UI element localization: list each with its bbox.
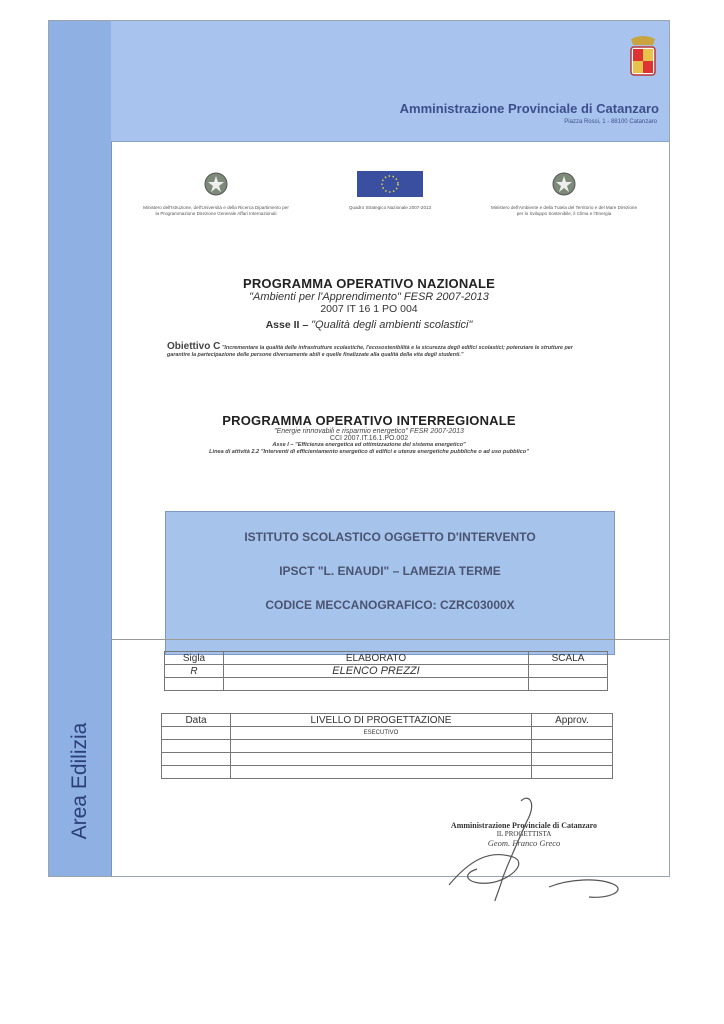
logo-ministero-caption: Ministero dell'Ambiente e della Tutela del Territorio e del Mare Direzione per lo Sviluppo Sostenibile, il Clima e l'Energia xyxy=(490,205,638,216)
table-cell xyxy=(532,753,613,766)
poin-section xyxy=(159,413,579,456)
table-header-cell: Approv. xyxy=(532,714,613,727)
signature-line3: Geom. Franco Greco xyxy=(487,838,561,848)
table-cell xyxy=(532,727,613,740)
table-cell xyxy=(231,766,532,779)
eu-flag-icon xyxy=(357,171,423,197)
table-cell xyxy=(529,678,608,691)
table-cell xyxy=(165,678,224,691)
table-cell: ESECUTIVO xyxy=(231,727,532,740)
document-page xyxy=(48,20,670,877)
table-cell xyxy=(162,753,231,766)
table-cell xyxy=(162,740,231,753)
table-row xyxy=(162,753,613,766)
province-crest-icon xyxy=(625,35,661,79)
table-row xyxy=(165,665,608,678)
table-header-cell: Sigla xyxy=(165,652,224,665)
poin-line: Linea di attività 2.2 "Interventi di efficientamento energetico di edifici e utenze energetiche pubbliche o ad uso pubblico" xyxy=(209,449,529,455)
pon-axis xyxy=(159,315,579,333)
logo-eu-caption: Quadro Strategico Nazionale 2007-2013 xyxy=(348,205,432,210)
pon-title: PROGRAMMA OPERATIVO NAZIONALE xyxy=(242,276,496,291)
school-code: CODICE MECCANOGRAFICO: CZRC03000X xyxy=(265,598,515,612)
logo-miur-caption: Ministero dell'Istruzione, dell'Università e della Ricerca Dipartimento per la Programmazione Direzione Generale Affari Internazionali xyxy=(143,205,289,216)
table-cell xyxy=(162,727,231,740)
pon-objective-text: "Incrementare la qualità delle infrastrutture scolastiche, l'ecosostenibilità e la sicurezza degli edifici scolastici; potenziare le strutture per garantire la partecipazione delle persone diversamente abili e quelle finalizzate alla qualità della vita degli studenti." xyxy=(167,345,573,358)
pon-objective-label: Obiettivo C xyxy=(167,341,221,352)
divider xyxy=(111,639,669,640)
table-row xyxy=(165,652,608,665)
table-cell xyxy=(224,678,529,691)
signature-line2: IL PROGETTISTA xyxy=(496,830,552,838)
table-row xyxy=(162,714,613,727)
table-header-cell: Data xyxy=(162,714,231,727)
table-header-cell: SCALA xyxy=(529,652,608,665)
pon-subtitle: "Ambienti per l'Apprendimento" FESR 2007-2013 xyxy=(249,291,489,303)
table-cell: R xyxy=(165,665,224,678)
table-cell xyxy=(231,740,532,753)
logo-ministero-ambiente xyxy=(489,171,639,217)
table-cell xyxy=(529,665,608,678)
progettazione-table xyxy=(161,713,613,779)
school-box xyxy=(165,511,615,655)
table-cell xyxy=(162,766,231,779)
italian-emblem-icon xyxy=(203,171,229,197)
header-band xyxy=(111,21,669,142)
school-name: IPSCT "L. ENAUDI" – LAMEZIA TERME xyxy=(279,564,501,578)
table-row xyxy=(162,740,613,753)
table-row xyxy=(162,727,613,740)
sidebar-label: Area Edilizia xyxy=(68,722,91,840)
logo-miur xyxy=(141,171,291,217)
administration-title: Amministrazione Provinciale di Catanzaro xyxy=(399,101,659,116)
sidebar-band xyxy=(49,21,112,876)
signature-line1: Amministrazione Provinciale di Catanzaro xyxy=(450,821,598,830)
poin-axis: Asse I – "Efficienza energetica ed ottimizzazione del sistema energetico" xyxy=(272,442,466,448)
pon-code: 2007 IT 16 1 PO 004 xyxy=(320,303,418,315)
table-row xyxy=(162,766,613,779)
table-header-cell: ELABORATO xyxy=(224,652,529,665)
table-cell xyxy=(532,766,613,779)
italian-emblem-icon xyxy=(551,171,577,197)
table-cell xyxy=(231,753,532,766)
pon-axis-label: Asse II – xyxy=(265,319,312,331)
logo-eu xyxy=(315,171,465,211)
administration-address: Piazza Rossi, 1 - 88100 Catanzaro xyxy=(564,119,657,125)
table-cell xyxy=(532,740,613,753)
table-header-cell: LIVELLO DI PROGETTAZIONE xyxy=(231,714,532,727)
poin-code: CCI 2007.IT.16.1.PO.002 xyxy=(329,435,409,442)
poin-title: PROGRAMMA OPERATIVO INTERREGIONALE xyxy=(222,413,516,428)
signature-scribble-icon xyxy=(429,791,629,901)
poin-subtitle: "Energie rinnovabili e risparmio energetico" FESR 2007-2013 xyxy=(274,428,464,435)
logo-row xyxy=(111,171,669,251)
school-heading: ISTITUTO SCOLASTICO OGGETTO D'INTERVENTO xyxy=(244,530,536,544)
elaborato-table xyxy=(164,651,608,691)
table-cell: ELENCO PREZZI xyxy=(224,665,529,678)
pon-axis-text: "Qualità degli ambienti scolastici" xyxy=(311,319,473,331)
table-row xyxy=(165,678,608,691)
pon-objective xyxy=(167,343,577,359)
pon-section xyxy=(159,276,579,333)
